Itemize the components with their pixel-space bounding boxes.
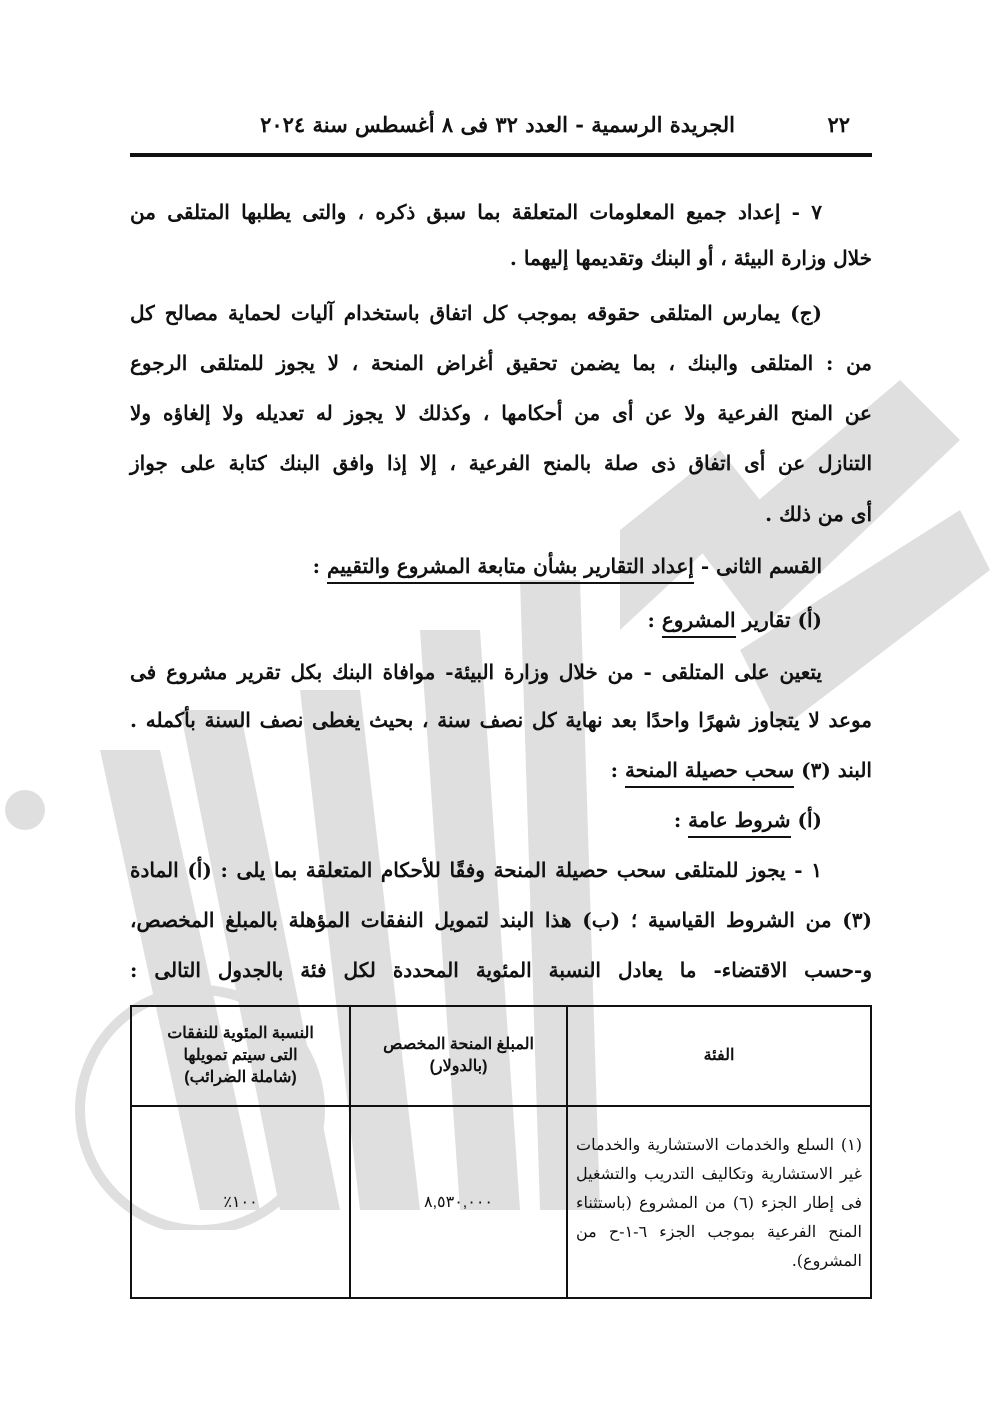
header-amount: المبلغ المنحة المخصص (بالدولار) — [350, 1006, 567, 1106]
gazette-title: الجريدة الرسمية - العدد ٣٢ فى ٨ أغسطس سنة ٢٠٢٤ — [260, 112, 735, 137]
paragraph-line: و-حسب الاقتضاء- ما يعادل النسبة المئوية المحددة لكل فئة بالجدول التالى : — [130, 958, 872, 982]
clause-prefix: البند (٣) — [794, 758, 872, 782]
cell-category: (١) السلع والخدمات الاستشارية والخدمات غير الاستشارية وتكاليف التدريب والتشغيل فى إطار الجزء (٦) من المشروع (باستثناء المنح الفرعية بموجب الجزء ٦-١-ح من المشروع). — [567, 1106, 871, 1298]
cell-percentage: ١٠٠٪ — [131, 1106, 350, 1298]
header-rule — [130, 153, 872, 157]
section-title: إعداد التقارير بشأن متابعة المشروع والتقييم — [327, 554, 694, 584]
clause-heading — [130, 755, 872, 785]
paragraph-line: موعد لا يتجاوز شهرًا واحدًا بعد نهاية كل نصف سنة ، بحيث يغطى نصف السنة بأكمله . — [130, 708, 872, 732]
paragraph-line: أى من ذلك . — [765, 502, 872, 526]
clause-suffix: : — [610, 758, 625, 782]
grant-allocation-table — [130, 1005, 872, 1299]
paragraph-line: يتعين على المتلقى - من خلال وزارة البيئة- موافاة البنك بكل تقرير مشروع فى — [130, 660, 822, 684]
subsection-heading — [130, 605, 872, 635]
paragraph-line: من : المتلقى والبنك ، بما يضمن تحقيق أغراض المنحة ، لا يجوز للمتلقى الرجوع — [130, 351, 873, 375]
subsection-suffix: : — [673, 808, 689, 832]
section-prefix: القسم الثانى - — [693, 554, 822, 578]
clause-title: سحب حصيلة المنحة — [625, 758, 794, 788]
paragraph-line: (٣) من الشروط القياسية ؛ (ب) هذا البند لتمويل النفقات المؤهلة بالمبلغ المخصص، — [130, 908, 872, 932]
paragraph-line: التنازل عن أى اتفاق ذى صلة بالمنح الفرعية ، إلا إذا وافق البنك كتابة على جواز — [130, 451, 872, 475]
paragraph-line: ١ - يجوز للمتلقى سحب حصيلة المنحة وفقًا للأحكام المتعلقة بما يلى : (أ) المادة — [130, 858, 823, 882]
section-heading — [130, 551, 872, 581]
subsection-heading — [130, 805, 872, 835]
table-row — [131, 1106, 871, 1298]
section-suffix: : — [312, 554, 327, 578]
paragraph-line: عن المنح الفرعية ولا عن أى من أحكامها ، وكذلك لا يجوز له تعديله ولا إلغاؤه ولا — [130, 401, 872, 425]
subsection-title: المشروع — [662, 608, 736, 638]
paragraph-line: خلال وزارة البيئة ، أو البنك وتقديمها إليهما . — [509, 246, 872, 270]
cell-amount: ٨,٥٣٠,٠٠٠ — [350, 1106, 567, 1298]
page-number: ٢٢ — [827, 112, 850, 137]
page-header — [130, 112, 870, 152]
paragraph-line: ٧ - إعداد جميع المعلومات المتعلقة بما سبق ذكره ، والتى يطلبها المتلقى من — [130, 200, 822, 224]
subsection-title: شروط عامة — [688, 808, 790, 838]
paragraph-line: (ج) يمارس المتلقى حقوقه بموجب كل اتفاق باستخدام آليات لحماية مصالح كل — [130, 301, 822, 325]
table-header-row — [131, 1006, 871, 1106]
header-category: الفئة — [567, 1006, 871, 1106]
subsection-suffix: : — [647, 608, 662, 632]
subsection-prefix: (أ) تقارير — [735, 608, 822, 632]
header-percentage: النسبة المئوية للنفقات التى سيتم تمويلها (شاملة الضرائب) — [131, 1006, 350, 1106]
subsection-prefix: (أ) — [790, 808, 822, 832]
